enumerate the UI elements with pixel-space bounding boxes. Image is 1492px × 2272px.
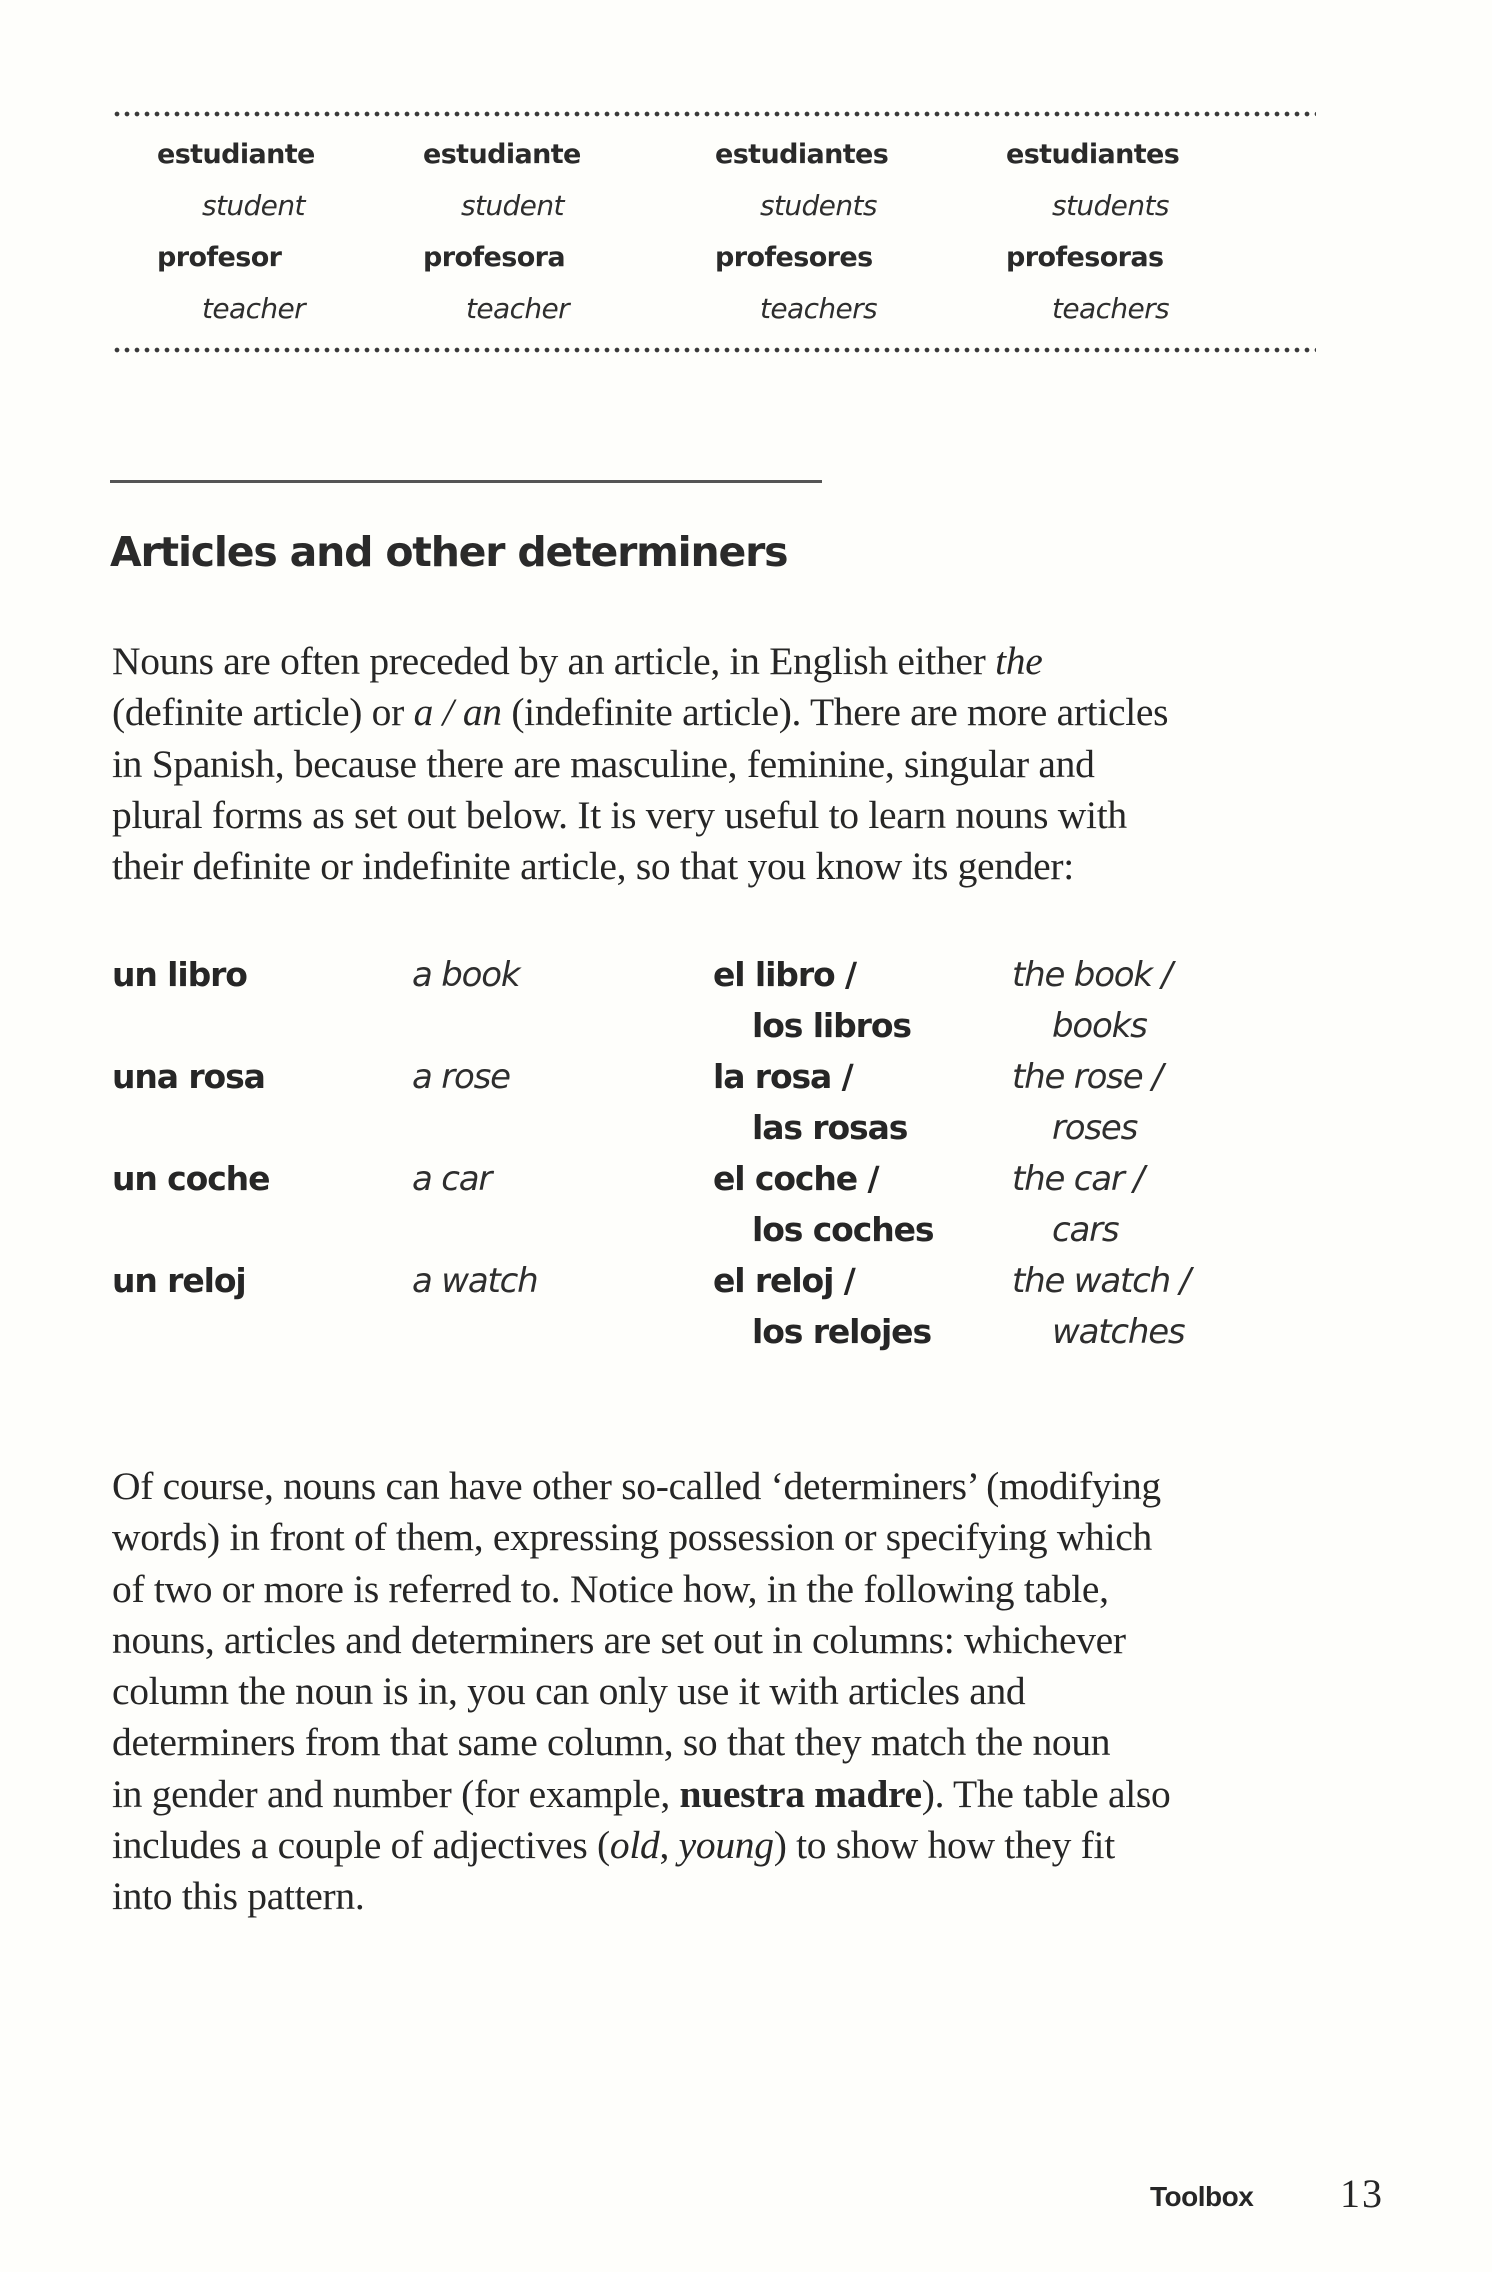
translation-cell: teacher <box>466 292 570 325</box>
indefinite-translation: a watch <box>412 1261 538 1301</box>
noun-cell: estudiantes <box>715 139 889 170</box>
indefinite-translation: a book <box>412 955 520 995</box>
translation-cell: teachers <box>1052 292 1170 325</box>
noun-cell: estudiantes <box>1006 139 1180 170</box>
indefinite-article-noun: un libro <box>112 955 247 994</box>
definite-plural-translation: roses <box>1052 1108 1138 1148</box>
definite-plural-translation: watches <box>1052 1312 1185 1352</box>
noun-cell: estudiante <box>423 139 581 170</box>
paragraph-line: column the noun is in, you can only use it with articles and <box>112 1669 1026 1714</box>
noun-cell: profesora <box>423 242 566 273</box>
noun-cell: profesoras <box>1006 242 1164 273</box>
definite-translation: the watch / <box>1012 1261 1190 1301</box>
definite-singular: el coche / <box>713 1159 879 1198</box>
intro-paragraph <box>112 636 1342 892</box>
indefinite-article-noun: un coche <box>112 1159 270 1198</box>
noun-cell: estudiante <box>157 139 315 170</box>
definite-singular: la rosa / <box>713 1057 853 1096</box>
dotted-rule-bottom <box>112 347 1316 353</box>
definite-translation: the book / <box>1012 955 1172 995</box>
definite-plural: las rosas <box>752 1108 908 1147</box>
emphasis-text: a / an <box>413 690 502 735</box>
paragraph-line: of two or more is referred to. Notice how, in the following table, <box>112 1566 1109 1611</box>
running-footer-section: Toolbox <box>1150 2181 1254 2212</box>
paragraph-line: Nouns are often preceded by an article, in English either the <box>112 639 1043 683</box>
translation-cell: students <box>1052 189 1169 222</box>
emphasis-text: the <box>995 639 1043 683</box>
page-number: 13 <box>1340 2171 1384 2216</box>
section-divider <box>110 480 822 483</box>
noun-cell: profesores <box>715 242 873 273</box>
indefinite-translation: a car <box>412 1159 492 1199</box>
paragraph-line: into this pattern. <box>112 1874 365 1919</box>
paragraph-line: Of course, nouns can have other so-called ‘determiners’ (modifying <box>112 1464 1161 1508</box>
definite-singular: el libro / <box>713 955 856 994</box>
indefinite-translation: a rose <box>412 1057 510 1097</box>
definite-plural-translation: cars <box>1052 1210 1119 1250</box>
paragraph-line: in Spanish, because there are masculine, feminine, singular and <box>112 741 1095 786</box>
bold-example-text: nuestra madre <box>679 1771 922 1816</box>
paragraph-line: words) in front of them, expressing possession or specifying which <box>112 1515 1152 1560</box>
indefinite-article-noun: una rosa <box>112 1057 265 1096</box>
paragraph-line: nouns, articles and determiners are set out in columns: whichever <box>112 1617 1126 1662</box>
translation-cell: teacher <box>202 292 306 325</box>
translation-cell: students <box>760 189 877 222</box>
paragraph-line: plural forms as set out below. It is very useful to learn nouns with <box>112 792 1127 837</box>
paragraph-line: (definite article) or a / an (indefinite article). There are more articles <box>112 690 1169 735</box>
translation-cell: teachers <box>760 292 878 325</box>
section-heading: Articles and other determiners <box>110 528 788 576</box>
definite-plural: los relojes <box>752 1312 931 1351</box>
indefinite-article-noun: un reloj <box>112 1261 246 1300</box>
paragraph-line: determiners from that same column, so that they match the noun <box>112 1720 1111 1765</box>
translation-cell: student <box>461 189 564 222</box>
definite-singular: el reloj / <box>713 1261 855 1300</box>
determiners-paragraph <box>112 1461 1342 1923</box>
definite-plural: los libros <box>752 1006 911 1045</box>
noun-cell: profesor <box>157 242 282 273</box>
dotted-rule-top <box>112 111 1316 117</box>
paragraph-line: in gender and number (for example, nuestra madre). The table also <box>112 1771 1171 1816</box>
definite-translation: the car / <box>1012 1159 1144 1199</box>
paragraph-line: includes a couple of adjectives (old, young) to show how they fit <box>112 1823 1115 1868</box>
translation-cell: student <box>202 189 305 222</box>
emphasis-text: young <box>678 1823 774 1868</box>
paragraph-line: their definite or indefinite article, so that you know its gender: <box>112 844 1074 889</box>
definite-plural-translation: books <box>1052 1006 1147 1046</box>
definite-translation: the rose / <box>1012 1057 1163 1097</box>
definite-plural: los coches <box>752 1210 934 1249</box>
emphasis-text: old <box>609 1823 660 1868</box>
